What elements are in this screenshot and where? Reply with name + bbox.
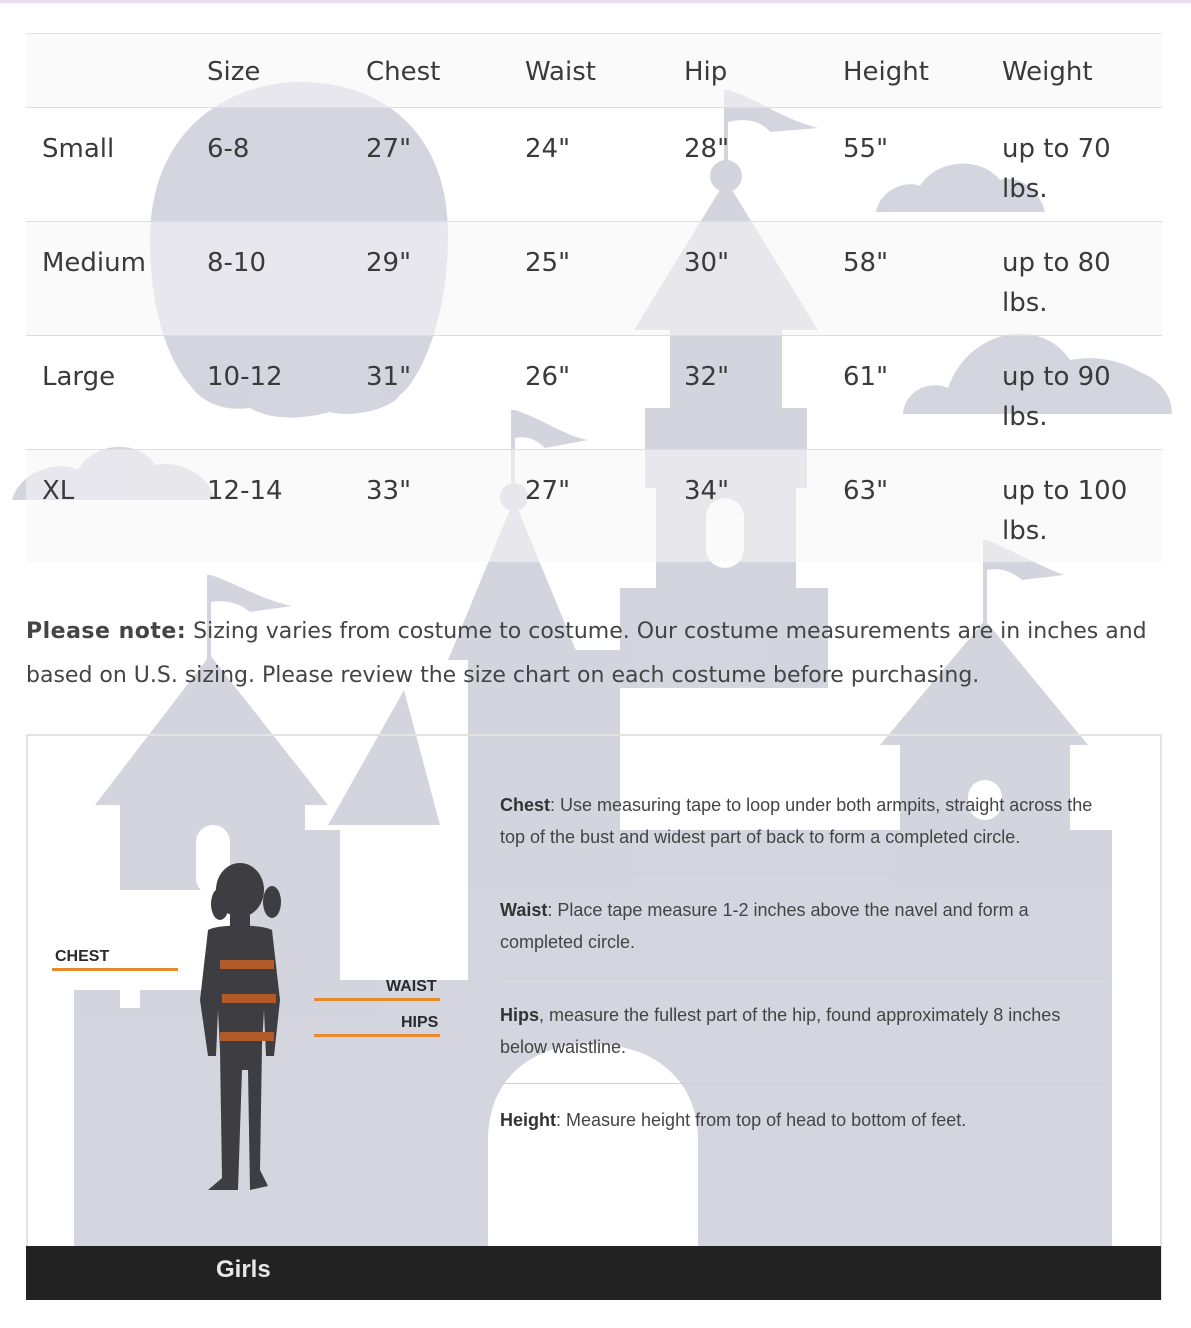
cell-weight: up to 100 lbs. <box>1002 476 1128 546</box>
cell-hip: 32" <box>684 362 730 392</box>
cell-weight: up to 80 lbs. <box>1002 248 1111 318</box>
def-text: : Use measuring tape to loop under both armpits, straight across the top of the bust and widest part of back to form a completed circle. <box>500 795 1093 847</box>
cell-size: 10-12 <box>207 362 283 392</box>
def-term: Hips <box>500 1005 540 1025</box>
cell-waist: 27" <box>525 476 571 506</box>
def-term: Waist <box>500 900 548 920</box>
cell-hip: 28" <box>684 134 730 164</box>
size-chart-table <box>26 33 1162 562</box>
cell-hip: 34" <box>684 476 730 506</box>
note-label: Please note: <box>26 619 187 644</box>
cell-waist: 25" <box>525 248 571 278</box>
def-text: : Measure height from top of head to bottom of feet. <box>556 1110 967 1130</box>
waist-definition <box>500 890 1108 979</box>
row-label: Medium <box>42 248 146 278</box>
cell-size: 6-8 <box>207 134 250 164</box>
hips-label: HIPS <box>401 1014 439 1031</box>
footer-label-girls: Girls <box>216 1256 271 1283</box>
column-header-hip: Hip <box>684 56 728 87</box>
note-text: Sizing varies from costume to costume. Our costume measurements are in inches and based on U.S. sizing. Please review the size chart on each costume before purchasing. <box>26 619 1147 688</box>
column-header-waist: Waist <box>525 56 596 87</box>
sizing-note <box>26 610 1166 698</box>
cell-waist: 26" <box>525 362 571 392</box>
hips-definition <box>500 995 1108 1084</box>
cell-hip: 30" <box>684 248 730 278</box>
cell-height: 61" <box>843 362 889 392</box>
row-label: Large <box>42 362 116 392</box>
cell-height: 55" <box>843 134 889 164</box>
row-label: Small <box>42 134 115 164</box>
chest-line <box>52 968 178 971</box>
def-term: Height <box>500 1110 556 1130</box>
def-text: : Place tape measure 1-2 inches above the navel and form a completed circle. <box>500 900 1029 952</box>
cell-height: 58" <box>843 248 889 278</box>
chest-label: CHEST <box>55 948 110 965</box>
cell-chest: 33" <box>366 476 412 506</box>
column-header-height: Height <box>843 56 929 87</box>
column-header-size: Size <box>207 56 261 87</box>
cell-weight: up to 90 lbs. <box>1002 362 1111 432</box>
column-header-weight: Weight <box>1002 56 1093 87</box>
row-label: XL <box>42 476 75 506</box>
cell-chest: 31" <box>366 362 412 392</box>
cell-size: 8-10 <box>207 248 267 278</box>
table-row <box>26 108 1162 222</box>
def-term: Chest <box>500 795 551 815</box>
table-row <box>26 336 1162 450</box>
column-header <box>26 34 207 108</box>
measurement-definitions <box>500 785 1108 1172</box>
cell-chest: 27" <box>366 134 412 164</box>
chest-definition <box>500 785 1108 874</box>
table-header-row <box>26 34 1162 108</box>
hips-line <box>314 1034 440 1037</box>
def-text: , measure the fullest part of the hip, found approximately 8 inches below waistline. <box>500 1005 1061 1057</box>
cell-chest: 29" <box>366 248 412 278</box>
column-header-chest: Chest <box>366 56 441 87</box>
girl-silhouette-icon <box>170 860 310 1196</box>
waist-line <box>314 998 440 1001</box>
cell-height: 63" <box>843 476 889 506</box>
table-row <box>26 450 1162 562</box>
table-row <box>26 222 1162 336</box>
cell-size: 12-14 <box>207 476 283 506</box>
waist-label: WAIST <box>386 978 437 995</box>
height-definition <box>500 1100 1108 1156</box>
panel-footer-bar <box>26 1246 1161 1300</box>
cell-waist: 24" <box>525 134 571 164</box>
cell-weight: up to 70 lbs. <box>1002 134 1111 204</box>
